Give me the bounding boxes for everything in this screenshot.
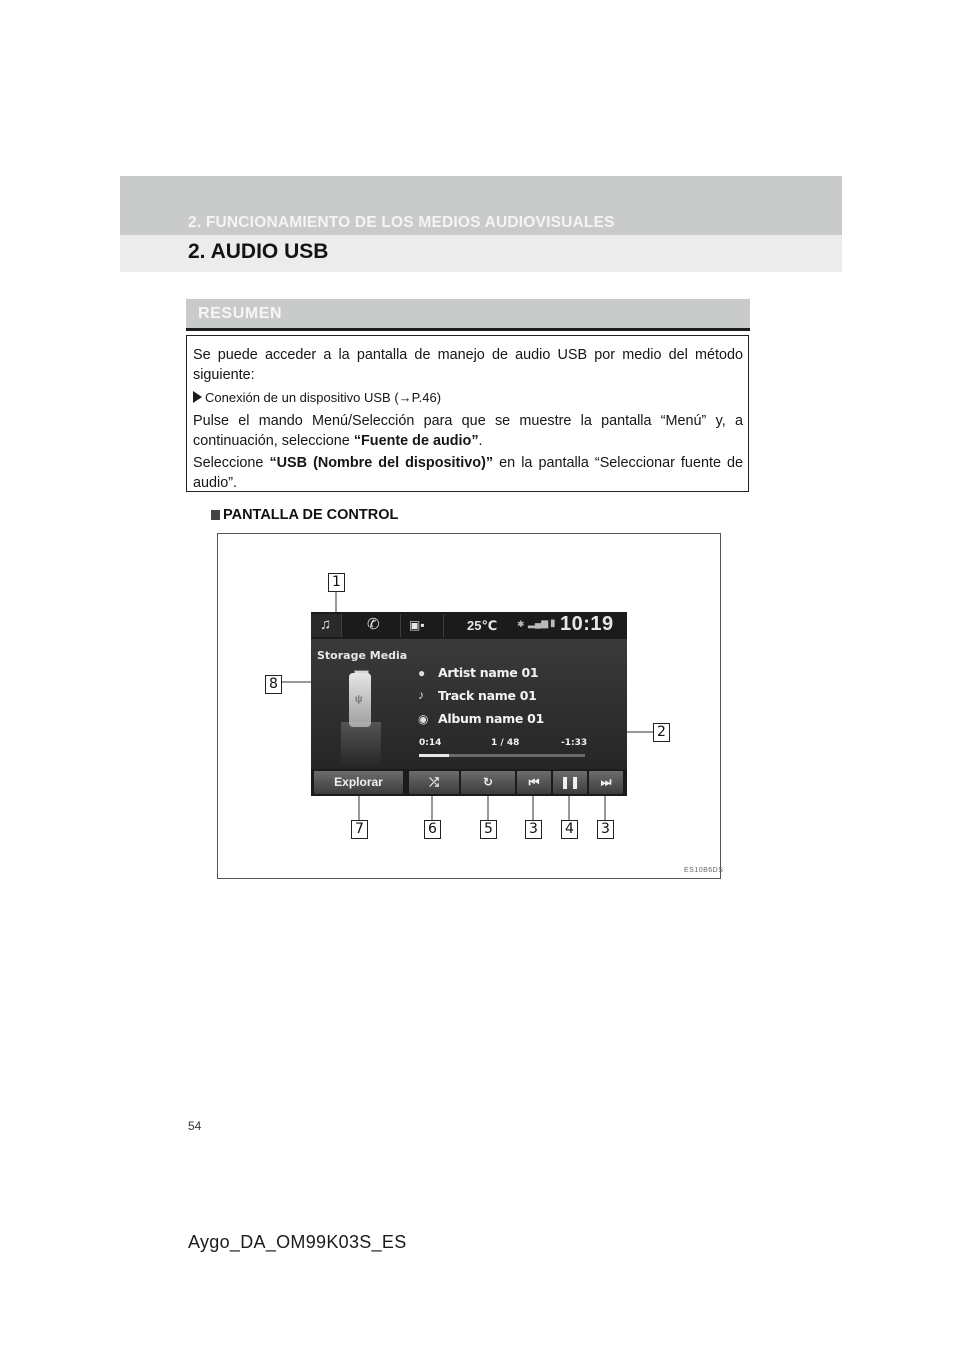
step-1-end: . (478, 433, 483, 449)
shuffle-icon: ⤮ (429, 775, 439, 789)
source-title: Storage Media (317, 649, 408, 662)
progress-fill (419, 754, 449, 757)
step-1-emphasis: “Fuente de audio” (353, 433, 479, 449)
next-track-icon: ⏭ (600, 775, 612, 789)
track-index: 1 / 48 (491, 738, 520, 748)
callout-3a: 3 (525, 820, 542, 839)
audio-screen (311, 612, 627, 796)
next-button[interactable] (589, 771, 623, 794)
summary-title: RESUMEN (198, 305, 283, 322)
remaining-time: -1:33 (561, 738, 588, 748)
track-name: Track name 01 (438, 688, 537, 703)
battery-icon: ▮ (550, 618, 556, 629)
previous-button[interactable] (517, 771, 551, 794)
album-name: Album name 01 (438, 711, 544, 726)
callout-6: 6 (424, 820, 441, 839)
step-2-text: Seleccione (193, 455, 270, 471)
control-bar (311, 769, 627, 796)
control-screen-heading: PANTALLA DE CONTROL (223, 507, 399, 523)
callout-8: 8 (265, 675, 282, 694)
artist-icon: ● (418, 666, 426, 680)
page-number: 54 (188, 1119, 202, 1133)
callout-2: 2 (653, 723, 670, 742)
usb-symbol-icon: ψ (355, 694, 363, 705)
bluetooth-icon: ✱ (517, 619, 525, 629)
callout-1: 1 (328, 573, 345, 592)
tab-vehicle[interactable] (401, 614, 444, 637)
repeat-icon: ↻ (482, 775, 494, 789)
signal-icon: ▂▄▆ (528, 618, 549, 628)
vehicle-icon: ▣▪ (409, 618, 425, 632)
pause-button[interactable] (553, 771, 587, 794)
section-title: 2. AUDIO USB (188, 240, 329, 263)
chapter-title: 2. FUNCIONAMIENTO DE LOS MEDIOS AUDIOVISUALES (188, 214, 615, 231)
album-icon: ◉ (418, 712, 429, 726)
callout-7: 7 (351, 820, 368, 839)
step-1-text: Pulse el mando Menú/Selección para que se muestre la pantalla “Menú” y, a continuación, seleccione (193, 413, 743, 449)
browse-button[interactable]: Explorar (314, 771, 403, 794)
callout-4: 4 (561, 820, 578, 839)
bullet-text: Conexión de un dispositivo USB (→P.46) (205, 390, 442, 405)
pause-icon: ❚❚ (559, 775, 581, 789)
artist-name: Artist name 01 (438, 665, 539, 680)
step-2-emphasis: “USB (Nombre del dispositivo)” (269, 455, 494, 471)
previous-track-icon: ⏮ (528, 775, 540, 789)
repeat-button[interactable] (461, 771, 515, 794)
status-bar (311, 612, 627, 639)
callout-3b: 3 (597, 820, 614, 839)
summary-intro: Se puede acceder a la pantalla de manejo de audio USB por medio del método siguiente: (193, 347, 743, 383)
callout-5: 5 (480, 820, 497, 839)
shuffle-button[interactable] (409, 771, 459, 794)
step-2-end: en la pantalla “Seleccionar fuente de audio”. (193, 455, 744, 491)
elapsed-time: 0:14 (419, 738, 442, 748)
phone-icon: ✆ (367, 616, 380, 633)
document-code: Aygo_DA_OM99K03S_ES (188, 1232, 407, 1252)
tab-music[interactable] (311, 614, 342, 637)
music-note-icon: ♫ (320, 616, 332, 633)
clock: 10:19 (560, 613, 614, 635)
temperature: 25℃ (467, 618, 498, 633)
image-code: ES10B6DS (684, 867, 724, 874)
track-icon: ♪ (418, 688, 424, 702)
usb-reflection (341, 722, 381, 767)
tab-phone[interactable] (342, 614, 401, 637)
